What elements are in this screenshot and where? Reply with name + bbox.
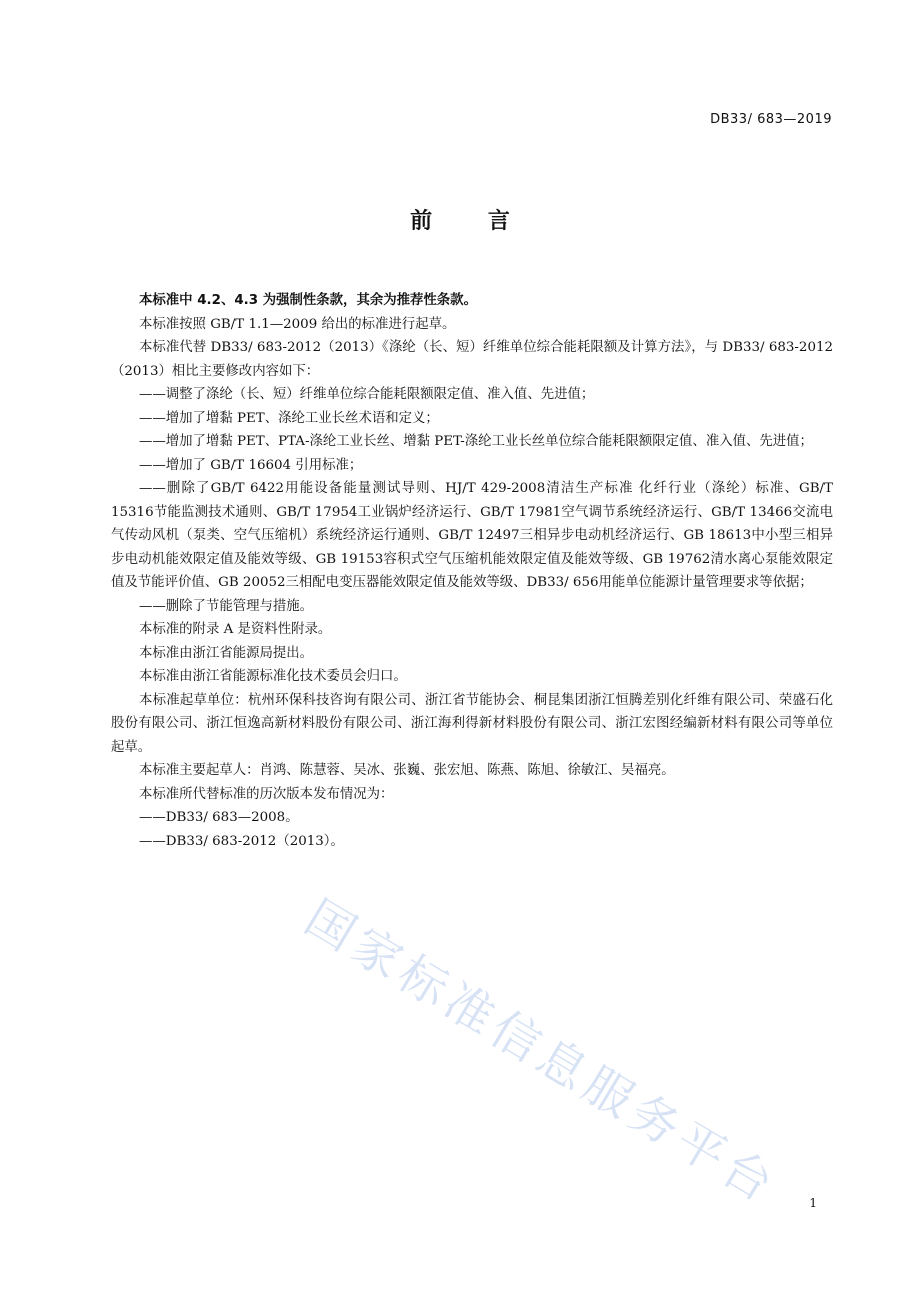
paragraph: 本标准按照 GB/T 1.1—2009 给出的标准进行起草。 — [139, 316, 456, 332]
page-title: 前 言 — [410, 209, 534, 234]
mandatory-clause-paragraph: 本标准中 4.2、4.3 为强制性条款，其余为推荐性条款。 — [139, 293, 477, 308]
paragraph: 本标准起草单位：杭州环保科技咨询有限公司、浙江省节能协会、桐昆集团浙江恒腾差别化纤维有限公司、荣盛石化股份有限公司、浙江恒逸高新材料股份有限公司、浙江海利得新材料股份有限公司、浙江宏图经编新材料有限公司等单位起草。 — [111, 692, 833, 755]
document-code: DB33/ 683—2019 — [710, 112, 832, 127]
change-item: ——删除了GB/T 6422用能设备能量测试导则、HJ/T 429-2008清洁生产标准 化纤行业（涤纶）标准、GB/T 15316节能监测技术通则、GB/T 17954工业锅炉经济运行、GB/T 17981空气调节系统经济运行、GB/T 13466交流电气传动风机（泵类、空气压缩机）系统经济运行通则、GB/T 12497三相异步电动机经济运行、GB 18613中小型三相异步电动机能效限定值及能效等级、GB 19153容积式空气压缩机能效限定值及能效等级、GB 19762清水离心泵能效限定值及节能评价值、GB 20052三相配电变压器能效限定值及能效等级、DB33/ 656用能单位能源计量管理要求等依据； — [111, 481, 833, 590]
change-item: ——删除了节能管理与措施。 — [139, 598, 314, 614]
paragraph: 本标准主要起草人：肖鸿、陈慧蓉、吴冰、张巍、张宏旭、陈燕、陈旭、徐敏江、吴福亮。 — [139, 763, 675, 778]
change-item: ——调整了涤纶（长、短）纤维单位综合能耗限额限定值、准入值、先进值； — [139, 387, 595, 402]
paragraph: 本标准的附录 A 是资料性附录。 — [139, 622, 332, 637]
version-history-item: ——DB33/ 683—2008。 — [139, 810, 299, 825]
paragraph: 本标准代替 DB33/ 683-2012（2013）《涤纶（长、短）纤维单位综合能耗限额及计算方法》，与 DB33/ 683-2012（2013）相比主要修改内容如下： — [111, 340, 833, 379]
change-item: ——增加了增黏 PET、涤纶工业长丝术语和定义； — [139, 410, 439, 426]
change-item: ——增加了增黏 PET、PTA-涤纶工业长丝、增黏 PET-涤纶工业长丝单位综合能耗限额限定值、准入值、先进值； — [139, 434, 813, 449]
paragraph: 本标准由浙江省能源标准化技术委员会归口。 — [139, 669, 407, 684]
paragraph: 本标准由浙江省能源局提出。 — [139, 645, 314, 661]
page-number: 1 — [809, 1196, 817, 1210]
paragraph: 本标准所代替标准的历次版本发布情况为： — [139, 786, 394, 802]
version-history-item: ——DB33/ 683-2012（2013）。 — [139, 833, 344, 849]
watermark: 国家标准信息服务平台 — [295, 889, 788, 1216]
change-item: ——增加了 GB/T 16604 引用标准； — [139, 457, 363, 473]
foreword-body — [111, 289, 833, 853]
